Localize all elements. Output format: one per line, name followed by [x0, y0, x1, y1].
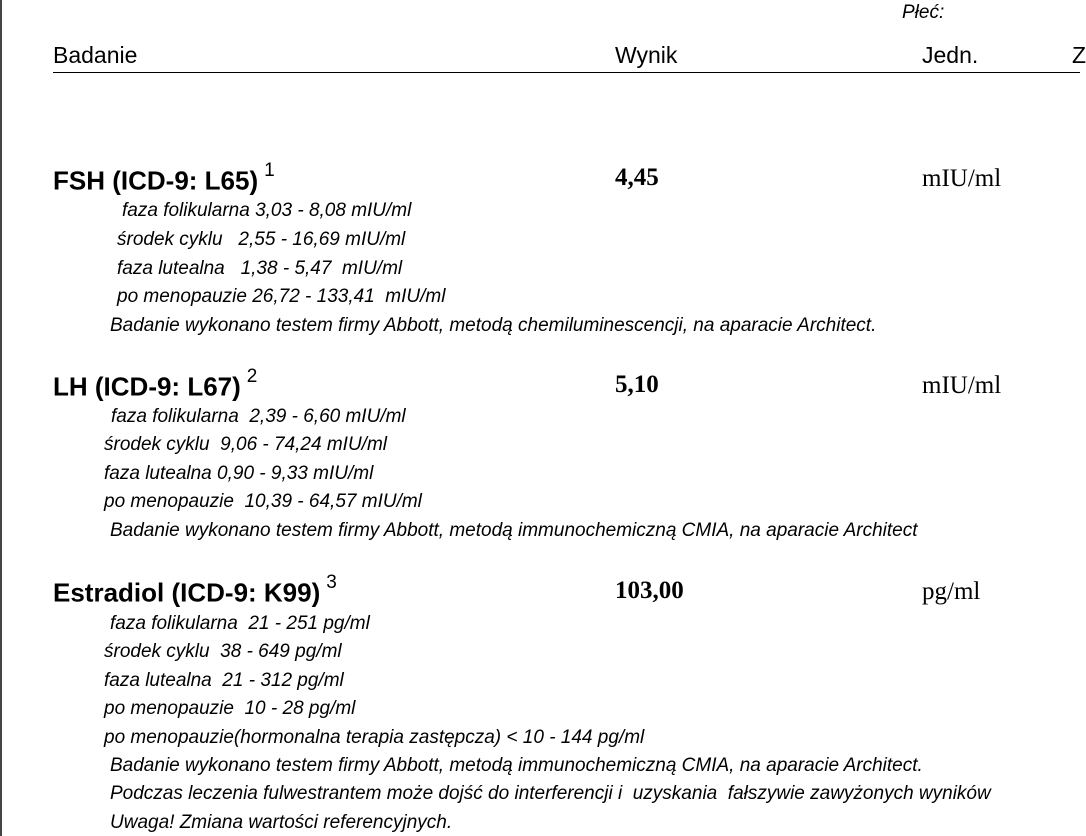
reference-range: po menopauzie 10,39 - 64,57 mIU/ml — [104, 491, 422, 512]
sex-label: Płeć: — [902, 2, 945, 23]
column-header-unit: Jedn. — [922, 42, 979, 68]
page-left-border — [0, 0, 2, 836]
test-unit-estradiol: pg/ml — [922, 578, 981, 605]
method-note: Badanie wykonano testem firmy Abbott, metodą chemiluminescencji, na aparacie Architect. — [110, 315, 877, 336]
reference-range: środek cyklu 2,55 - 16,69 mIU/ml — [117, 229, 406, 250]
test-name-lh: LH (ICD-9: L67) $^2$ — [53, 366, 258, 402]
reference-range: faza lutealna 21 - 312 pg/ml — [104, 670, 344, 691]
reference-range: faza folikularna 2,39 - 6,60 mIU/ml — [111, 406, 406, 427]
reference-range: środek cyklu 38 - 649 pg/ml — [104, 641, 342, 662]
reference-range: faza lutealna 0,90 - 9,33 mIU/ml — [104, 463, 374, 484]
test-result-fsh: 4,45 — [615, 164, 659, 191]
footnote-marker: 3 — [326, 572, 337, 593]
method-note: Badanie wykonano testem firmy Abbott, metodą immunochemiczną CMIA, na aparacie Architect. — [110, 755, 923, 776]
column-header-extra: Z — [1072, 42, 1086, 68]
test-unit-fsh: mIU/ml — [922, 165, 1002, 192]
column-header-test: Badanie — [53, 42, 138, 68]
test-result-estradiol: 103,00 — [615, 577, 684, 604]
header-divider — [53, 72, 1080, 73]
reference-range: po menopauzie 10 - 28 pg/ml — [104, 698, 356, 719]
interference-note: Podczas leczenia fulwestrantem może dojść do interferencji i uzyskania fałszywie zawyżonych wyników — [110, 783, 991, 804]
method-note: Badanie wykonano testem firmy Abbott, metodą immunochemiczną CMIA, na aparacie Architect — [110, 520, 918, 541]
footnote-marker: 1 — [264, 160, 275, 181]
column-header-result: Wynik — [615, 42, 678, 68]
reference-range: po menopauzie(hormonalna terapia zastępcza) < 10 - 144 pg/ml — [104, 727, 645, 748]
footnote-marker: 2 — [246, 366, 258, 387]
reference-range: po menopauzie 26,72 - 133,41 mIU/ml — [117, 286, 446, 307]
test-result-lh: 5,10 — [615, 371, 659, 398]
reference-range: środek cyklu 9,06 - 74,24 mIU/ml — [104, 434, 387, 455]
reference-range: faza folikularna 21 - 251 pg/ml — [110, 613, 370, 634]
reference-range: faza lutealna 1,38 - 5,47 mIU/ml — [117, 258, 403, 279]
test-name-estradiol: Estradiol (ICD-9: K99) $^3$ — [53, 572, 337, 608]
reference-range: faza folikularna 3,03 - 8,08 mIU/ml — [122, 200, 412, 221]
reference-change-note: Uwaga! Zmiana wartości referencyjnych. — [110, 812, 453, 833]
test-name-fsh: FSH (ICD-9: L65) $^1$ — [53, 160, 275, 196]
test-unit-lh: mIU/ml — [922, 372, 1002, 399]
